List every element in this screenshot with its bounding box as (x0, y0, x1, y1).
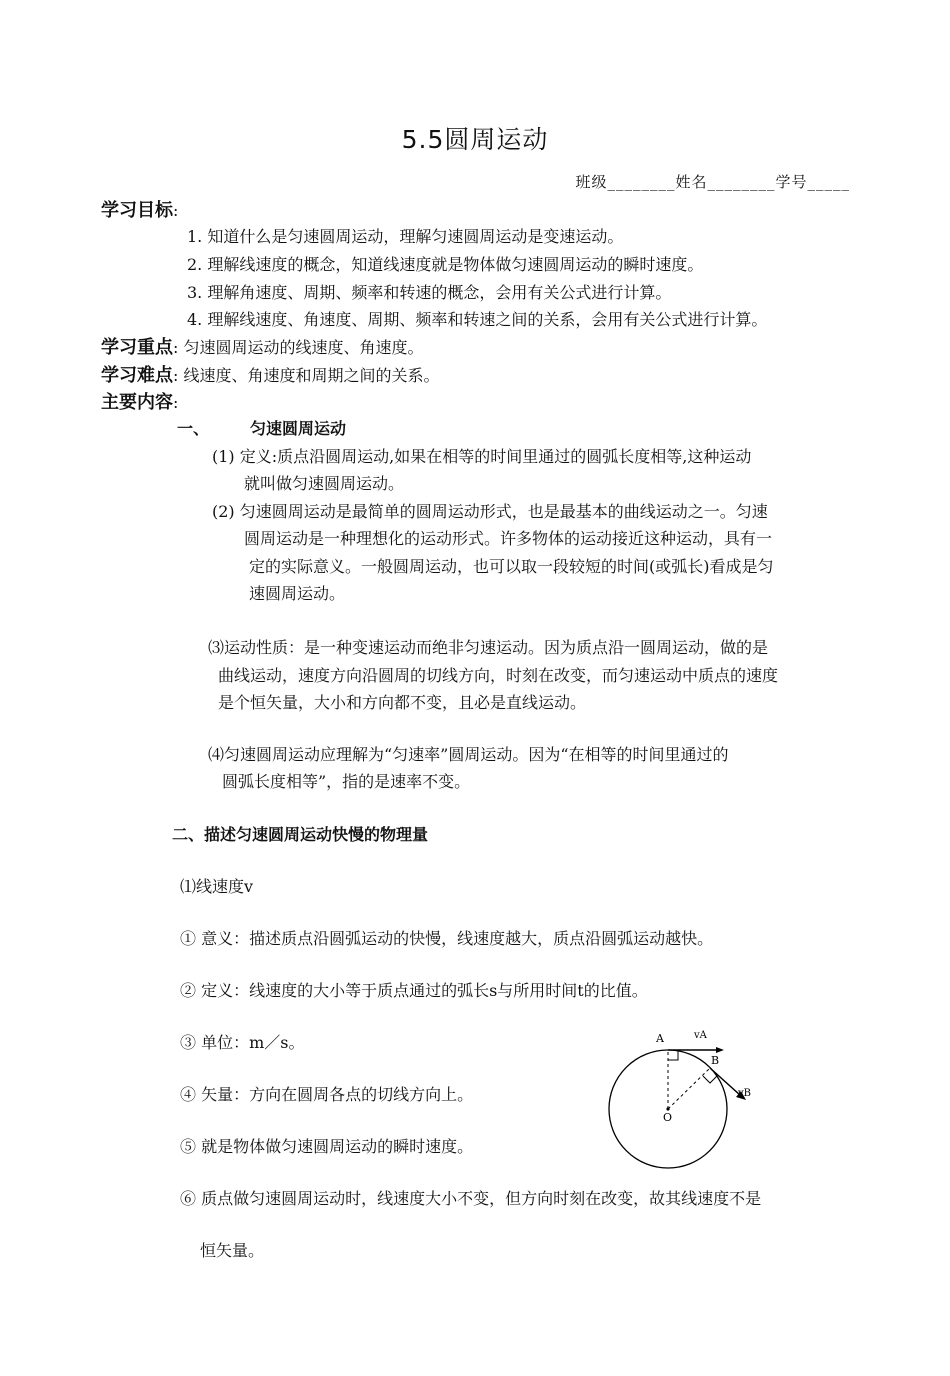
lv-item-1: ① 意义：描述质点沿圆弧运动的快慢，线速度越大，质点沿圆弧运动越快。 (180, 929, 714, 948)
objectives-colon: : (173, 201, 179, 220)
radius-ob (668, 1068, 710, 1109)
difficulty-text: : 线速度、角速度和周期之间的关系。 (173, 366, 440, 385)
linear-velocity-heading: ⑴线速度v (180, 877, 254, 896)
s1-p3-line1: ⑶运动性质：是一种变速运动而绝非匀速运动。因为质点沿一圆周运动，做的是 (208, 638, 769, 657)
objective-item-1: 1. 知道什么是匀速圆周运动，理解匀速圆周运动是变速运动。 (187, 227, 624, 246)
label-vb: vB (738, 1088, 751, 1099)
label-o: O (663, 1111, 673, 1124)
section2-title: 二、描述匀速圆周运动快慢的物理量 (172, 825, 429, 844)
section1-title: 匀速圆周运动 (250, 419, 347, 438)
s1-p2-line4: 速圆周运动。 (249, 584, 346, 603)
s1-p2-line2: 圆周运动是一种理想化的运动形式。许多物体的运动接近这种运动，具有一 (244, 529, 773, 548)
name-fields-line: 班级________姓名________学号_____ (575, 173, 850, 191)
lv-item-6: ⑥ 质点做匀速圆周运动时，线速度大小不变，但方向时刻在改变，故其线速度不是 (180, 1189, 762, 1208)
s1-p1-line2: 就叫做匀速圆周运动。 (244, 474, 405, 493)
content-colon: : (173, 393, 179, 412)
lv-item-6-cont: 恒矢量。 (200, 1241, 265, 1260)
s1-p3-line3: 是个恒矢量，大小和方向都不变，且必是直线运动。 (218, 693, 587, 712)
objectives-heading: 学习目标 (101, 200, 173, 221)
lv-item-2: ② 定义：线速度的大小等于质点通过的弧长s与所用时间t的比值。 (180, 981, 648, 1000)
circular-motion-diagram (600, 1020, 770, 1170)
keypoint-text: : 匀速圆周运动的线速度、角速度。 (173, 338, 424, 357)
s1-p2-line1: (2) 匀速圆周运动是最简单的圆周运动形式，也是最基本的曲线运动之一。匀速 (212, 502, 768, 521)
label-b: B (711, 1054, 720, 1067)
right-angle-b (703, 1076, 717, 1083)
lv-item-5: ⑤ 就是物体做匀速圆周运动的瞬时速度。 (180, 1137, 474, 1156)
objective-item-4: 4. 理解线速度、角速度、周期、频率和转速之间的关系，会用有关公式进行计算。 (187, 310, 768, 329)
section1-number: 一、 (177, 419, 210, 438)
s1-p2-line3: 定的实际意义。一般圆周运动，也可以取一段较短的时间(或弧长)看成是匀 (249, 557, 774, 576)
right-angle-a (668, 1050, 678, 1060)
content-heading: 主要内容 (101, 392, 173, 413)
s1-p1-line1: (1) 定义:质点沿圆周运动,如果在相等的时间里通过的圆弧长度相等,这种运动 (212, 447, 752, 466)
velocity-arrow-a-head (716, 1047, 724, 1053)
keypoint-heading: 学习重点 (101, 337, 173, 358)
velocity-arrow-b (710, 1068, 740, 1095)
content-row (101, 388, 178, 414)
s1-p4-line2: 圆弧长度相等”，指的是速率不变。 (222, 772, 471, 791)
s1-p4-line1: ⑷匀速圆周运动应理解为“匀速率”圆周运动。因为“在相等的时间里通过的 (208, 745, 729, 764)
objective-item-3: 3. 理解角速度、周期、频率和转速的概念，会用有关公式进行计算。 (187, 283, 672, 302)
keypoint-row (101, 333, 423, 359)
difficulty-heading: 学习难点 (101, 365, 173, 386)
page-title: 5.5圆周运动 (401, 125, 549, 154)
objectives-block (101, 196, 178, 222)
label-va: vA (694, 1030, 707, 1041)
label-a: A (656, 1032, 664, 1045)
objective-item-2: 2. 理解线速度的概念，知道线速度就是物体做匀速圆周运动的瞬时速度。 (187, 255, 704, 274)
lv-item-3: ③ 单位：m／s。 (180, 1033, 305, 1052)
lv-item-4: ④ 矢量：方向在圆周各点的切线方向上。 (180, 1085, 474, 1104)
difficulty-row (101, 361, 439, 387)
s1-p3-line2: 曲线运动，速度方向沿圆周的切线方向，时刻在改变，而匀速运动中质点的速度 (218, 666, 779, 685)
